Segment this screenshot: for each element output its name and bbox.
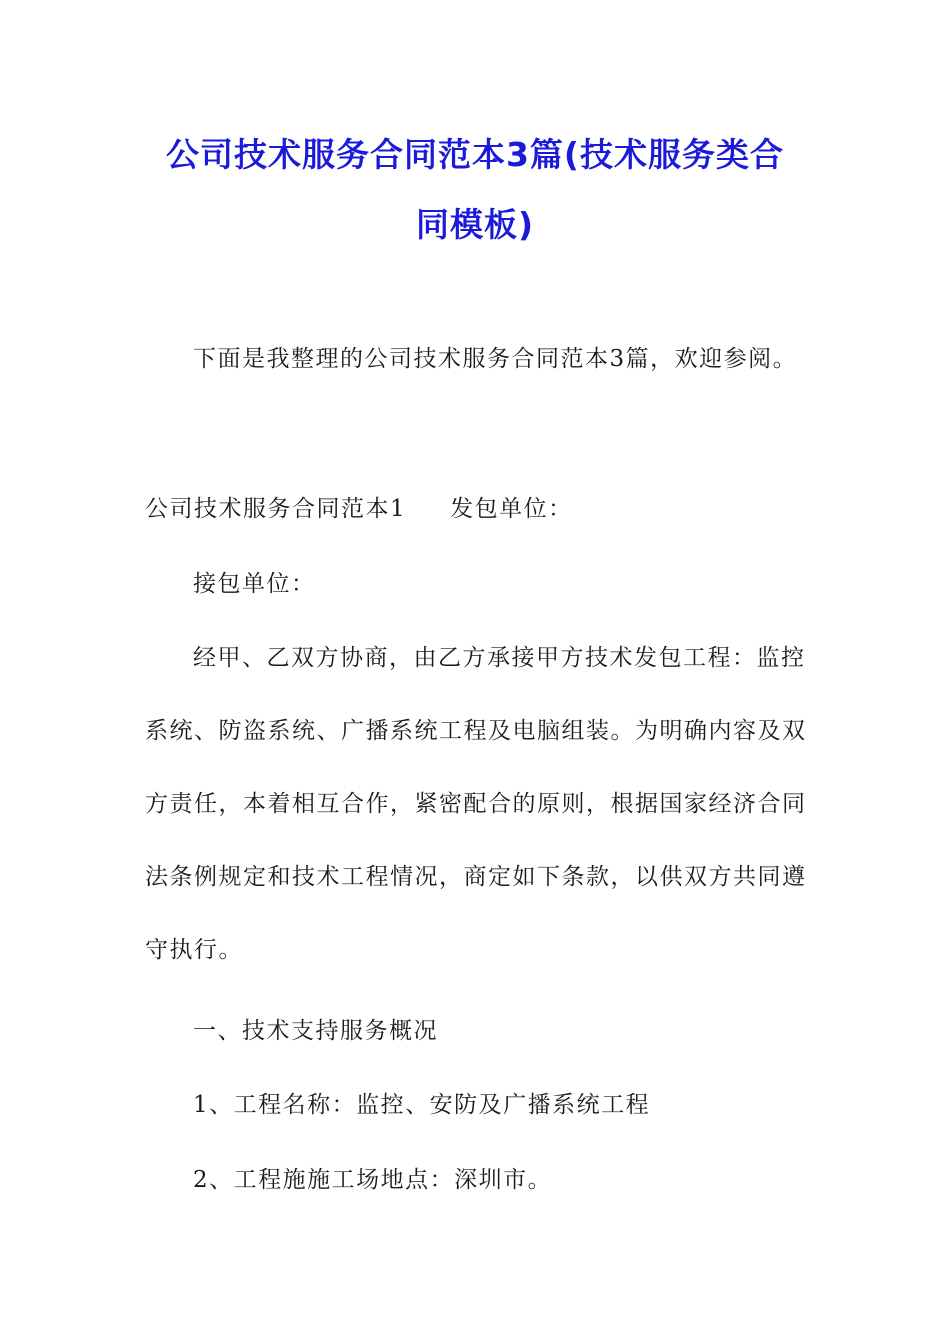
section-heading: 公司技术服务合同范本1 bbox=[145, 496, 407, 522]
body-line: 法条例规定和技术工程情况，商定如下条款，以供双方共同遵 bbox=[145, 864, 807, 890]
party-b-label: 接包单位： bbox=[193, 571, 316, 597]
agreement-body bbox=[145, 622, 807, 987]
party-a-label: 发包单位： bbox=[450, 496, 573, 522]
document-title bbox=[100, 120, 850, 260]
clause-2: 2、工程施施工场地点：深圳市。 bbox=[193, 1167, 553, 1193]
body-line: 经甲、乙双方协商，由乙方承接甲方技术发包工程：监控 bbox=[193, 645, 806, 671]
title-line-1: 公司技术服务合同范本3篇(技术服务类合 bbox=[165, 135, 785, 174]
body-line: 守执行。 bbox=[145, 937, 243, 963]
section-heading-row bbox=[145, 472, 807, 547]
title-line-2: 同模板) bbox=[415, 205, 535, 244]
body-line: 系统、防盗系统、广播系统工程及电脑组装。为明确内容及双 bbox=[145, 718, 807, 744]
clause-1: 1、工程名称：监控、安防及广播系统工程 bbox=[193, 1092, 651, 1118]
intro-paragraph: 下面是我整理的公司技术服务合同范本3篇，欢迎参阅。 bbox=[193, 346, 798, 372]
body-line: 方责任，本着相互合作，紧密配合的原则，根据国家经济合同 bbox=[145, 791, 807, 817]
clause-heading: 一、技术支持服务概况 bbox=[193, 1018, 438, 1044]
